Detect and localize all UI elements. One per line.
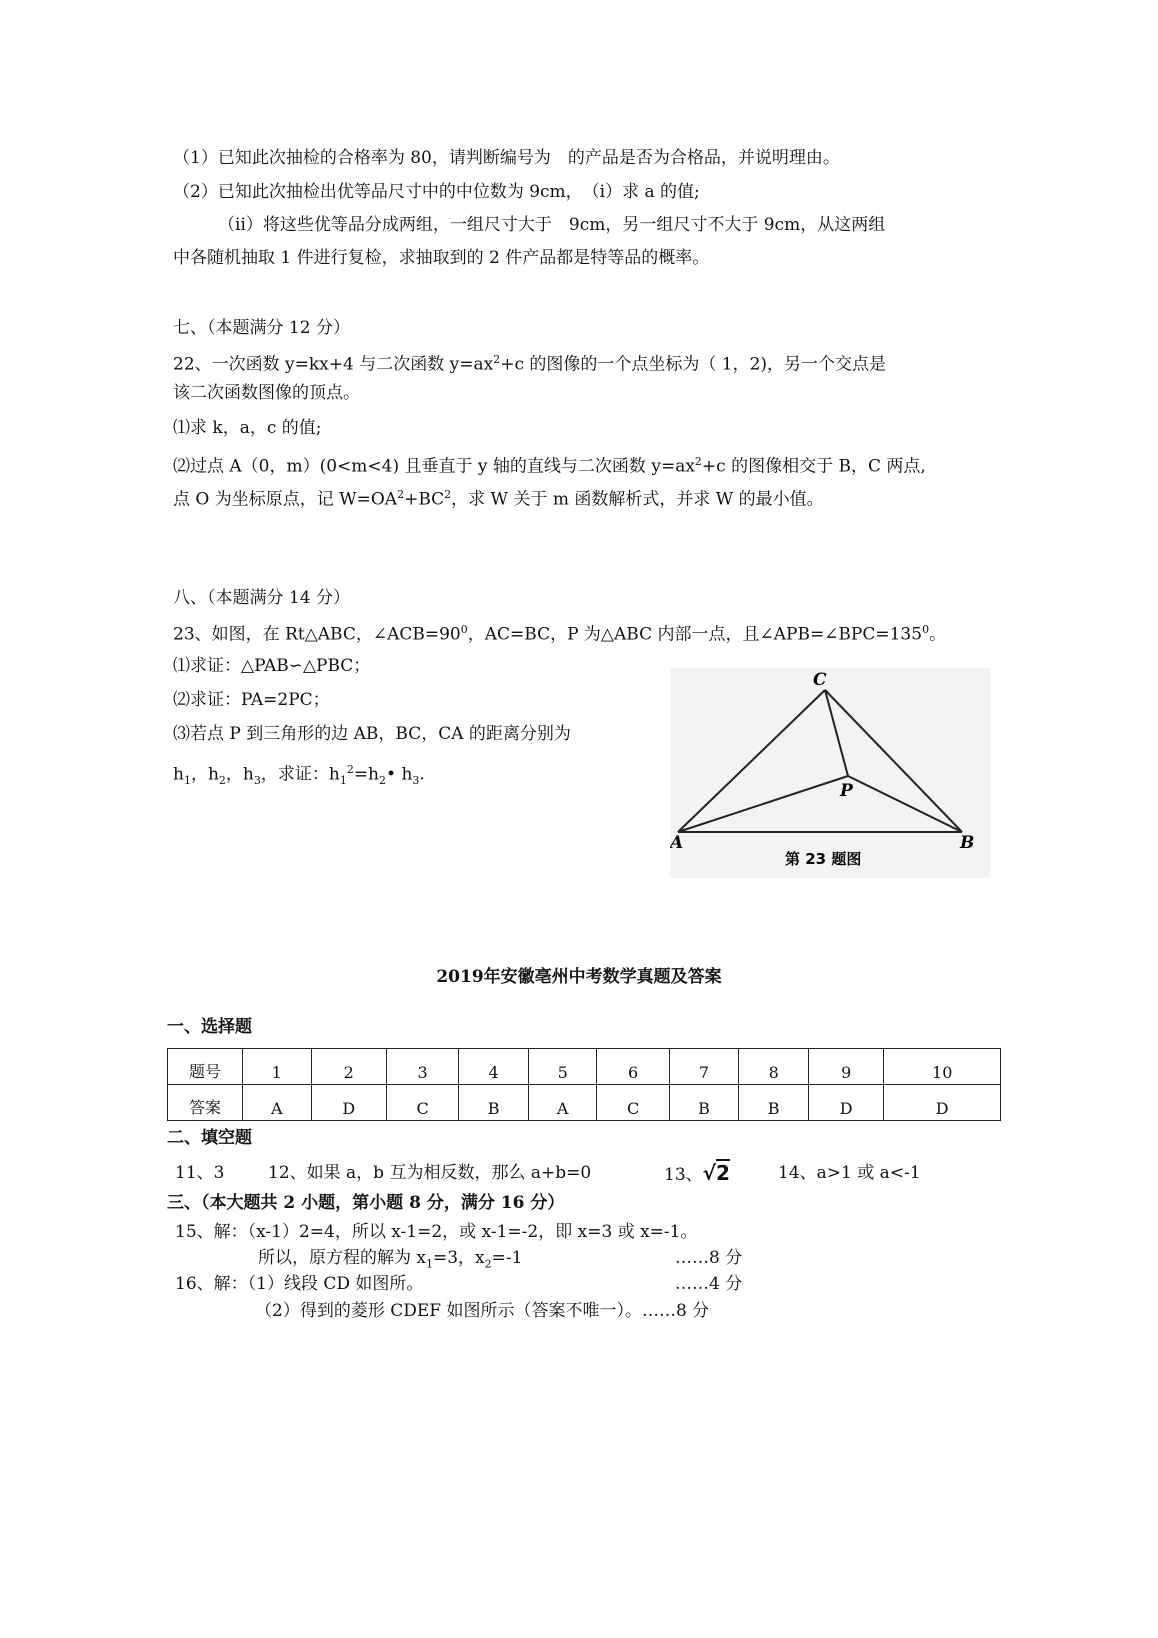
row-header-question: 题号 (168, 1049, 243, 1085)
solution-16-line1: 16、解：（1）线段 CD 如图所。 (175, 1274, 424, 1294)
question-number: 6 (597, 1049, 669, 1085)
fill-answer-11: 11、3 (175, 1163, 225, 1183)
q21-part2-ii-cont: 中各随机抽取 1 件进行复检，求抽取到的 2 件产品都是特等品的概率。 (173, 248, 710, 268)
answers-title: 2019年安徽亳州中考数学真题及答案 (436, 967, 722, 987)
section-7-heading: 七、（本题满分 12 分） (173, 318, 350, 338)
choice-answer-table (167, 1048, 1001, 1121)
q23-part1: ⑴求证：△PAB∽△PBC； (173, 656, 371, 676)
solution-15-score: ……8 分 (675, 1248, 743, 1268)
question-number: 2 (311, 1049, 386, 1085)
segment-pb (848, 776, 962, 832)
question-number: 10 (884, 1049, 1001, 1085)
q23-figure (670, 668, 990, 878)
answer-choice: D (808, 1085, 883, 1121)
answer-choice: C (386, 1085, 458, 1121)
sqrt-symbol: √2 (702, 1161, 730, 1185)
figure-caption: 第 23 题图 (785, 850, 862, 868)
segment-pa (678, 776, 848, 832)
answer-choice: B (669, 1085, 739, 1121)
vertex-label-a: A (670, 833, 684, 853)
row-header-answer: 答案 (168, 1085, 243, 1121)
q22-stem: 22、一次函数 y=kx+4 与二次函数 $y=ax^2+c$ 的图像的一个点坐标为（ 1，2)，另一个交点是 (173, 353, 887, 375)
point-label-p: P (840, 781, 853, 801)
answer-choice: D (311, 1085, 386, 1121)
solution-15-line2: 所以，原方程的解为 $x_1=3$，$x_2=-1$ (258, 1248, 523, 1271)
solution-16-score1: ……4 分 (675, 1274, 743, 1294)
triangle-diagram (670, 668, 990, 878)
section-8-heading: 八、（本题满分 14 分） (173, 588, 350, 608)
question-number: 3 (386, 1049, 458, 1085)
section-3-heading: 三、（本大题共 2 小题，第小题 8 分，满分 16 分） (167, 1193, 565, 1213)
fill-answer-13: 13、√2 (664, 1161, 730, 1185)
question-number: 1 (243, 1049, 312, 1085)
vertex-label-b: B (960, 833, 975, 853)
answer-choice: A (243, 1085, 312, 1121)
q23-part2: ⑵求证：PA=2PC； (173, 690, 330, 710)
solution-16-line2: （2）得到的菱形 CDEF 如图所示（答案不唯一）。……8 分 (255, 1301, 710, 1321)
question-number: 8 (739, 1049, 809, 1085)
table-row-answers (168, 1085, 1001, 1121)
q22-part2: ⑵过点 A（0，m）(0<m<4) 且垂直于 y 轴的直线与二次函数 $y=ax^2+c$ 的图像相交于 B，C 两点, (173, 455, 926, 477)
answer-choice: C (597, 1085, 669, 1121)
solution-15-line1: 15、解：（x-1）2=4，所以 x-1=2，或 x-1=-2，即 x=3 或 x=-1。 (175, 1222, 698, 1242)
q21-part2-ii: （ⅱ）将这些优等品分成两组，一组尺寸大于 9cm，另一组尺寸不大于 9cm，从这两组 (218, 215, 886, 235)
section-1-heading: 一、选择题 (167, 1017, 252, 1037)
fill-answer-12: 12、如果 a，b 互为相反数，那么 a+b=0 (268, 1163, 592, 1183)
q22-part2-cont: 点 O 为坐标原点，记 $W=OA^2+BC^2$，求 W 关于 m 函数解析式，并求 W 的最小值。 (173, 488, 824, 510)
q21-part2: （2）已知此次抽检出优等品尺寸中的中位数为 9cm， （ⅰ）求 a 的值; (173, 182, 700, 202)
section-2-heading: 二、填空题 (167, 1128, 252, 1148)
question-number: 5 (528, 1049, 597, 1085)
q23-stem: 23、如图，在 Rt△ABC，$\angle ACB=90^0$，AC=BC，P 为△ABC 内部一点，且$\angle APB=\angle BPC=135^0$。 (173, 623, 947, 645)
q23-part3: ⑶若点 P 到三角形的边 AB，BC，CA 的距离分别为 (173, 724, 571, 744)
answer-choice: D (884, 1085, 1001, 1121)
q22-stem-cont: 该二次函数图像的顶点。 (173, 383, 360, 403)
answer-choice: B (739, 1085, 809, 1121)
table-row-numbers (168, 1049, 1001, 1085)
fill-answer-14: 14、a>1 或 a<-1 (778, 1163, 921, 1183)
question-number: 4 (459, 1049, 529, 1085)
side-cb (825, 690, 962, 832)
answer-choice: B (459, 1085, 529, 1121)
question-number: 7 (669, 1049, 739, 1085)
q23-part3-cont: $h_1$，$h_2$，$h_3$，求证：$h_1^2=h_2•$ $h_3$. (173, 763, 425, 788)
q21-part1: （1）已知此次抽检的合格率为 80，请判断编号为 的产品是否为合格品，并说明理由。 (173, 148, 840, 168)
side-ac (678, 690, 825, 832)
answer-choice: A (528, 1085, 597, 1121)
vertex-label-c: C (813, 670, 827, 690)
q22-part1: ⑴求 k，a，c 的值; (173, 418, 322, 438)
question-number: 9 (808, 1049, 883, 1085)
